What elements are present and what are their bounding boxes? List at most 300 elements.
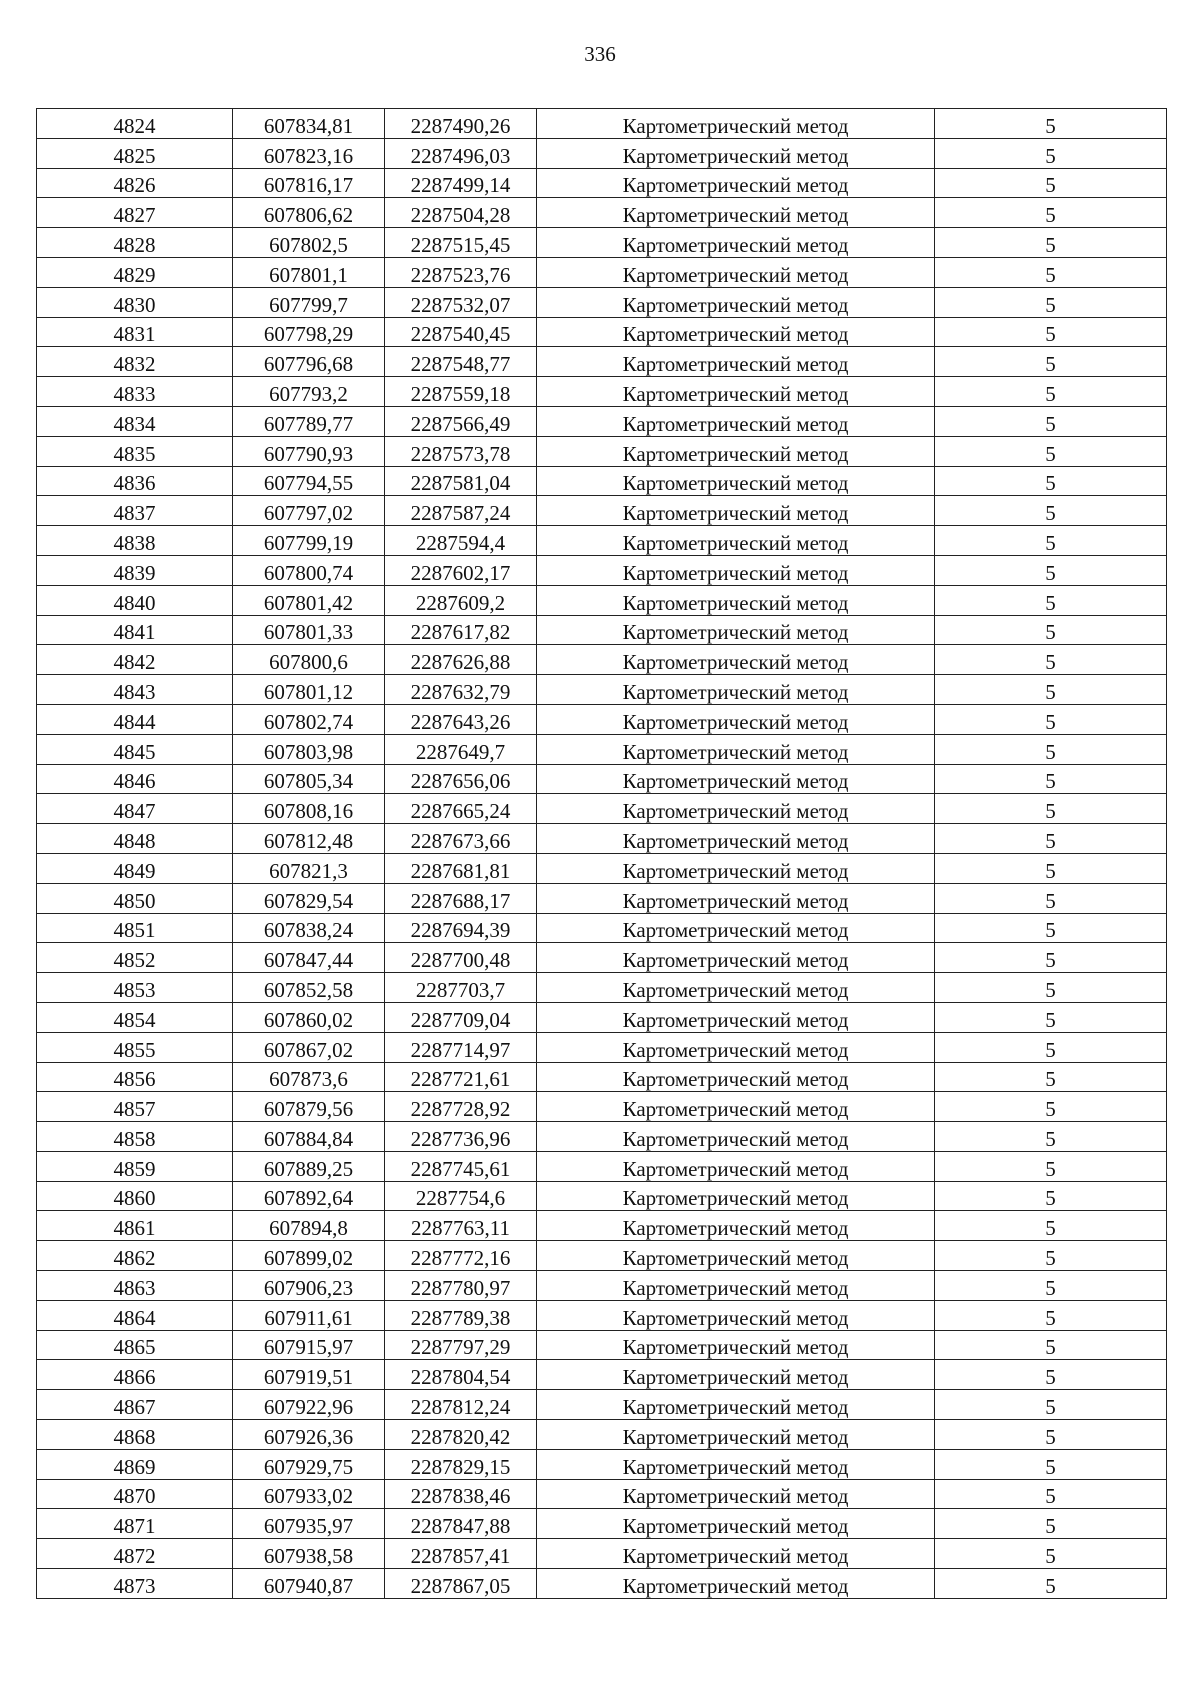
coordinates-table bbox=[36, 108, 1167, 1599]
y-coordinate-cell: 2287789,38 bbox=[385, 1300, 537, 1330]
table-row bbox=[37, 1539, 1167, 1569]
method-cell: Картометрический метод bbox=[537, 1539, 935, 1569]
point-number-cell: 4862 bbox=[37, 1241, 233, 1271]
point-number-cell: 4836 bbox=[37, 466, 233, 496]
method-cell: Картометрический метод bbox=[537, 645, 935, 675]
x-coordinate-cell: 607892,64 bbox=[233, 1181, 385, 1211]
y-coordinate-cell: 2287714,97 bbox=[385, 1032, 537, 1062]
table-row bbox=[37, 913, 1167, 943]
x-coordinate-cell: 607879,56 bbox=[233, 1092, 385, 1122]
method-cell: Картометрический метод bbox=[537, 1360, 935, 1390]
x-coordinate-cell: 607860,02 bbox=[233, 1002, 385, 1032]
y-coordinate-cell: 2287602,17 bbox=[385, 555, 537, 585]
point-number-cell: 4861 bbox=[37, 1211, 233, 1241]
y-coordinate-cell: 2287681,81 bbox=[385, 853, 537, 883]
method-cell: Картометрический метод bbox=[537, 1181, 935, 1211]
method-cell: Картометрический метод bbox=[537, 1122, 935, 1152]
method-cell: Картометрический метод bbox=[537, 436, 935, 466]
point-number-cell: 4845 bbox=[37, 734, 233, 764]
y-coordinate-cell: 2287673,66 bbox=[385, 824, 537, 854]
method-cell: Картометрический метод bbox=[537, 1479, 935, 1509]
y-coordinate-cell: 2287594,4 bbox=[385, 526, 537, 556]
x-coordinate-cell: 607919,51 bbox=[233, 1360, 385, 1390]
x-coordinate-cell: 607940,87 bbox=[233, 1569, 385, 1599]
y-coordinate-cell: 2287532,07 bbox=[385, 287, 537, 317]
point-number-cell: 4865 bbox=[37, 1330, 233, 1360]
x-coordinate-cell: 607800,74 bbox=[233, 555, 385, 585]
y-coordinate-cell: 2287656,06 bbox=[385, 764, 537, 794]
point-number-cell: 4838 bbox=[37, 526, 233, 556]
x-coordinate-cell: 607829,54 bbox=[233, 883, 385, 913]
point-number-cell: 4855 bbox=[37, 1032, 233, 1062]
point-number-cell: 4870 bbox=[37, 1479, 233, 1509]
accuracy-cell: 5 bbox=[935, 1122, 1167, 1152]
method-cell: Картометрический метод bbox=[537, 1300, 935, 1330]
table-row bbox=[37, 317, 1167, 347]
x-coordinate-cell: 607796,68 bbox=[233, 347, 385, 377]
method-cell: Картометрический метод bbox=[537, 228, 935, 258]
method-cell: Картометрический метод bbox=[537, 555, 935, 585]
accuracy-cell: 5 bbox=[935, 1479, 1167, 1509]
x-coordinate-cell: 607801,1 bbox=[233, 257, 385, 287]
table-row bbox=[37, 1390, 1167, 1420]
method-cell: Картометрический метод bbox=[537, 496, 935, 526]
y-coordinate-cell: 2287490,26 bbox=[385, 109, 537, 139]
accuracy-cell: 5 bbox=[935, 675, 1167, 705]
table-row bbox=[37, 973, 1167, 1003]
y-coordinate-cell: 2287609,2 bbox=[385, 585, 537, 615]
point-number-cell: 4829 bbox=[37, 257, 233, 287]
accuracy-cell: 5 bbox=[935, 645, 1167, 675]
table-row bbox=[37, 1509, 1167, 1539]
y-coordinate-cell: 2287626,88 bbox=[385, 645, 537, 675]
point-number-cell: 4860 bbox=[37, 1181, 233, 1211]
table-row bbox=[37, 824, 1167, 854]
table-row bbox=[37, 138, 1167, 168]
method-cell: Картометрический метод bbox=[537, 1092, 935, 1122]
y-coordinate-cell: 2287820,42 bbox=[385, 1420, 537, 1450]
table-row bbox=[37, 406, 1167, 436]
y-coordinate-cell: 2287504,28 bbox=[385, 198, 537, 228]
method-cell: Картометрический метод bbox=[537, 168, 935, 198]
point-number-cell: 4841 bbox=[37, 615, 233, 645]
method-cell: Картометрический метод bbox=[537, 764, 935, 794]
y-coordinate-cell: 2287499,14 bbox=[385, 168, 537, 198]
accuracy-cell: 5 bbox=[935, 1092, 1167, 1122]
table-row bbox=[37, 1569, 1167, 1599]
point-number-cell: 4854 bbox=[37, 1002, 233, 1032]
accuracy-cell: 5 bbox=[935, 1062, 1167, 1092]
y-coordinate-cell: 2287587,24 bbox=[385, 496, 537, 526]
method-cell: Картометрический метод bbox=[537, 883, 935, 913]
x-coordinate-cell: 607802,5 bbox=[233, 228, 385, 258]
x-coordinate-cell: 607801,12 bbox=[233, 675, 385, 705]
accuracy-cell: 5 bbox=[935, 466, 1167, 496]
x-coordinate-cell: 607933,02 bbox=[233, 1479, 385, 1509]
table-row bbox=[37, 1271, 1167, 1301]
accuracy-cell: 5 bbox=[935, 853, 1167, 883]
point-number-cell: 4871 bbox=[37, 1509, 233, 1539]
accuracy-cell: 5 bbox=[935, 883, 1167, 913]
accuracy-cell: 5 bbox=[935, 168, 1167, 198]
y-coordinate-cell: 2287721,61 bbox=[385, 1062, 537, 1092]
x-coordinate-cell: 607938,58 bbox=[233, 1539, 385, 1569]
method-cell: Картометрический метод bbox=[537, 913, 935, 943]
y-coordinate-cell: 2287709,04 bbox=[385, 1002, 537, 1032]
method-cell: Картометрический метод bbox=[537, 1062, 935, 1092]
table-row bbox=[37, 287, 1167, 317]
x-coordinate-cell: 607906,23 bbox=[233, 1271, 385, 1301]
y-coordinate-cell: 2287573,78 bbox=[385, 436, 537, 466]
x-coordinate-cell: 607797,02 bbox=[233, 496, 385, 526]
point-number-cell: 4850 bbox=[37, 883, 233, 913]
accuracy-cell: 5 bbox=[935, 496, 1167, 526]
x-coordinate-cell: 607867,02 bbox=[233, 1032, 385, 1062]
point-number-cell: 4824 bbox=[37, 109, 233, 139]
accuracy-cell: 5 bbox=[935, 198, 1167, 228]
point-number-cell: 4826 bbox=[37, 168, 233, 198]
y-coordinate-cell: 2287694,39 bbox=[385, 913, 537, 943]
table-row bbox=[37, 675, 1167, 705]
accuracy-cell: 5 bbox=[935, 973, 1167, 1003]
table-row bbox=[37, 645, 1167, 675]
method-cell: Картометрический метод bbox=[537, 615, 935, 645]
table-row bbox=[37, 555, 1167, 585]
y-coordinate-cell: 2287847,88 bbox=[385, 1509, 537, 1539]
table-row bbox=[37, 585, 1167, 615]
method-cell: Картометрический метод bbox=[537, 1241, 935, 1271]
x-coordinate-cell: 607821,3 bbox=[233, 853, 385, 883]
point-number-cell: 4863 bbox=[37, 1271, 233, 1301]
method-cell: Картометрический метод bbox=[537, 1330, 935, 1360]
accuracy-cell: 5 bbox=[935, 1271, 1167, 1301]
table-row bbox=[37, 704, 1167, 734]
accuracy-cell: 5 bbox=[935, 1360, 1167, 1390]
point-number-cell: 4856 bbox=[37, 1062, 233, 1092]
table-row bbox=[37, 1002, 1167, 1032]
x-coordinate-cell: 607823,16 bbox=[233, 138, 385, 168]
point-number-cell: 4830 bbox=[37, 287, 233, 317]
y-coordinate-cell: 2287581,04 bbox=[385, 466, 537, 496]
table-row bbox=[37, 853, 1167, 883]
x-coordinate-cell: 607911,61 bbox=[233, 1300, 385, 1330]
accuracy-cell: 5 bbox=[935, 1569, 1167, 1599]
x-coordinate-cell: 607806,62 bbox=[233, 198, 385, 228]
y-coordinate-cell: 2287540,45 bbox=[385, 317, 537, 347]
x-coordinate-cell: 607798,29 bbox=[233, 317, 385, 347]
point-number-cell: 4840 bbox=[37, 585, 233, 615]
y-coordinate-cell: 2287688,17 bbox=[385, 883, 537, 913]
accuracy-cell: 5 bbox=[935, 1300, 1167, 1330]
x-coordinate-cell: 607794,55 bbox=[233, 466, 385, 496]
method-cell: Картометрический метод bbox=[537, 406, 935, 436]
point-number-cell: 4825 bbox=[37, 138, 233, 168]
point-number-cell: 4853 bbox=[37, 973, 233, 1003]
table-row bbox=[37, 1330, 1167, 1360]
point-number-cell: 4849 bbox=[37, 853, 233, 883]
x-coordinate-cell: 607889,25 bbox=[233, 1151, 385, 1181]
accuracy-cell: 5 bbox=[935, 1002, 1167, 1032]
table-row bbox=[37, 1241, 1167, 1271]
y-coordinate-cell: 2287703,7 bbox=[385, 973, 537, 1003]
accuracy-cell: 5 bbox=[935, 764, 1167, 794]
y-coordinate-cell: 2287649,7 bbox=[385, 734, 537, 764]
method-cell: Картометрический метод bbox=[537, 1569, 935, 1599]
x-coordinate-cell: 607799,7 bbox=[233, 287, 385, 317]
x-coordinate-cell: 607801,42 bbox=[233, 585, 385, 615]
method-cell: Картометрический метод bbox=[537, 1449, 935, 1479]
table-row bbox=[37, 1211, 1167, 1241]
x-coordinate-cell: 607922,96 bbox=[233, 1390, 385, 1420]
y-coordinate-cell: 2287559,18 bbox=[385, 377, 537, 407]
accuracy-cell: 5 bbox=[935, 1509, 1167, 1539]
accuracy-cell: 5 bbox=[935, 406, 1167, 436]
table-row bbox=[37, 943, 1167, 973]
x-coordinate-cell: 607803,98 bbox=[233, 734, 385, 764]
method-cell: Картометрический метод bbox=[537, 257, 935, 287]
table-row bbox=[37, 764, 1167, 794]
accuracy-cell: 5 bbox=[935, 1032, 1167, 1062]
accuracy-cell: 5 bbox=[935, 1151, 1167, 1181]
method-cell: Картометрический метод bbox=[537, 317, 935, 347]
method-cell: Картометрический метод bbox=[537, 973, 935, 1003]
accuracy-cell: 5 bbox=[935, 913, 1167, 943]
method-cell: Картометрический метод bbox=[537, 198, 935, 228]
x-coordinate-cell: 607873,6 bbox=[233, 1062, 385, 1092]
accuracy-cell: 5 bbox=[935, 1420, 1167, 1450]
y-coordinate-cell: 2287780,97 bbox=[385, 1271, 537, 1301]
y-coordinate-cell: 2287523,76 bbox=[385, 257, 537, 287]
method-cell: Картометрический метод bbox=[537, 466, 935, 496]
method-cell: Картометрический метод bbox=[537, 794, 935, 824]
method-cell: Картометрический метод bbox=[537, 1002, 935, 1032]
point-number-cell: 4827 bbox=[37, 198, 233, 228]
accuracy-cell: 5 bbox=[935, 317, 1167, 347]
y-coordinate-cell: 2287838,46 bbox=[385, 1479, 537, 1509]
table-row bbox=[37, 1181, 1167, 1211]
x-coordinate-cell: 607799,19 bbox=[233, 526, 385, 556]
point-number-cell: 4852 bbox=[37, 943, 233, 973]
x-coordinate-cell: 607801,33 bbox=[233, 615, 385, 645]
method-cell: Картометрический метод bbox=[537, 1420, 935, 1450]
accuracy-cell: 5 bbox=[935, 257, 1167, 287]
y-coordinate-cell: 2287566,49 bbox=[385, 406, 537, 436]
accuracy-cell: 5 bbox=[935, 287, 1167, 317]
accuracy-cell: 5 bbox=[935, 1241, 1167, 1271]
y-coordinate-cell: 2287829,15 bbox=[385, 1449, 537, 1479]
method-cell: Картометрический метод bbox=[537, 585, 935, 615]
y-coordinate-cell: 2287812,24 bbox=[385, 1390, 537, 1420]
point-number-cell: 4839 bbox=[37, 555, 233, 585]
accuracy-cell: 5 bbox=[935, 615, 1167, 645]
table-row bbox=[37, 1122, 1167, 1152]
x-coordinate-cell: 607926,36 bbox=[233, 1420, 385, 1450]
x-coordinate-cell: 607805,34 bbox=[233, 764, 385, 794]
x-coordinate-cell: 607884,84 bbox=[233, 1122, 385, 1152]
method-cell: Картометрический метод bbox=[537, 704, 935, 734]
y-coordinate-cell: 2287857,41 bbox=[385, 1539, 537, 1569]
accuracy-cell: 5 bbox=[935, 1449, 1167, 1479]
method-cell: Картометрический метод bbox=[537, 1211, 935, 1241]
point-number-cell: 4847 bbox=[37, 794, 233, 824]
method-cell: Картометрический метод bbox=[537, 1032, 935, 1062]
y-coordinate-cell: 2287772,16 bbox=[385, 1241, 537, 1271]
method-cell: Картометрический метод bbox=[537, 1151, 935, 1181]
x-coordinate-cell: 607834,81 bbox=[233, 109, 385, 139]
x-coordinate-cell: 607793,2 bbox=[233, 377, 385, 407]
table-row bbox=[37, 526, 1167, 556]
table-row bbox=[37, 1300, 1167, 1330]
accuracy-cell: 5 bbox=[935, 526, 1167, 556]
table-row bbox=[37, 377, 1167, 407]
point-number-cell: 4857 bbox=[37, 1092, 233, 1122]
y-coordinate-cell: 2287548,77 bbox=[385, 347, 537, 377]
x-coordinate-cell: 607915,97 bbox=[233, 1330, 385, 1360]
point-number-cell: 4844 bbox=[37, 704, 233, 734]
y-coordinate-cell: 2287736,96 bbox=[385, 1122, 537, 1152]
y-coordinate-cell: 2287867,05 bbox=[385, 1569, 537, 1599]
point-number-cell: 4872 bbox=[37, 1539, 233, 1569]
point-number-cell: 4866 bbox=[37, 1360, 233, 1390]
accuracy-cell: 5 bbox=[935, 1211, 1167, 1241]
table-row bbox=[37, 883, 1167, 913]
y-coordinate-cell: 2287515,45 bbox=[385, 228, 537, 258]
accuracy-cell: 5 bbox=[935, 1390, 1167, 1420]
point-number-cell: 4859 bbox=[37, 1151, 233, 1181]
point-number-cell: 4867 bbox=[37, 1390, 233, 1420]
accuracy-cell: 5 bbox=[935, 555, 1167, 585]
x-coordinate-cell: 607935,97 bbox=[233, 1509, 385, 1539]
accuracy-cell: 5 bbox=[935, 1330, 1167, 1360]
page-number: 336 bbox=[584, 42, 616, 66]
x-coordinate-cell: 607847,44 bbox=[233, 943, 385, 973]
table-row bbox=[37, 198, 1167, 228]
method-cell: Картометрический метод bbox=[537, 138, 935, 168]
table-row bbox=[37, 794, 1167, 824]
x-coordinate-cell: 607894,8 bbox=[233, 1211, 385, 1241]
point-number-cell: 4837 bbox=[37, 496, 233, 526]
accuracy-cell: 5 bbox=[935, 138, 1167, 168]
table-row bbox=[37, 1151, 1167, 1181]
x-coordinate-cell: 607800,6 bbox=[233, 645, 385, 675]
y-coordinate-cell: 2287797,29 bbox=[385, 1330, 537, 1360]
method-cell: Картометрический метод bbox=[537, 347, 935, 377]
x-coordinate-cell: 607812,48 bbox=[233, 824, 385, 854]
table-row bbox=[37, 734, 1167, 764]
method-cell: Картометрический метод bbox=[537, 526, 935, 556]
x-coordinate-cell: 607816,17 bbox=[233, 168, 385, 198]
x-coordinate-cell: 607929,75 bbox=[233, 1449, 385, 1479]
accuracy-cell: 5 bbox=[935, 734, 1167, 764]
accuracy-cell: 5 bbox=[935, 943, 1167, 973]
accuracy-cell: 5 bbox=[935, 109, 1167, 139]
x-coordinate-cell: 607802,74 bbox=[233, 704, 385, 734]
table-body bbox=[37, 109, 1167, 1599]
accuracy-cell: 5 bbox=[935, 794, 1167, 824]
point-number-cell: 4833 bbox=[37, 377, 233, 407]
accuracy-cell: 5 bbox=[935, 585, 1167, 615]
method-cell: Картометрический метод bbox=[537, 675, 935, 705]
accuracy-cell: 5 bbox=[935, 824, 1167, 854]
method-cell: Картометрический метод bbox=[537, 1271, 935, 1301]
accuracy-cell: 5 bbox=[935, 436, 1167, 466]
point-number-cell: 4843 bbox=[37, 675, 233, 705]
method-cell: Картометрический метод bbox=[537, 287, 935, 317]
table-row bbox=[37, 466, 1167, 496]
x-coordinate-cell: 607899,02 bbox=[233, 1241, 385, 1271]
y-coordinate-cell: 2287745,61 bbox=[385, 1151, 537, 1181]
method-cell: Картометрический метод bbox=[537, 109, 935, 139]
accuracy-cell: 5 bbox=[935, 228, 1167, 258]
point-number-cell: 4835 bbox=[37, 436, 233, 466]
table-row bbox=[37, 109, 1167, 139]
accuracy-cell: 5 bbox=[935, 1539, 1167, 1569]
point-number-cell: 4832 bbox=[37, 347, 233, 377]
method-cell: Картометрический метод bbox=[537, 824, 935, 854]
y-coordinate-cell: 2287496,03 bbox=[385, 138, 537, 168]
y-coordinate-cell: 2287643,26 bbox=[385, 704, 537, 734]
table-row bbox=[37, 168, 1167, 198]
y-coordinate-cell: 2287700,48 bbox=[385, 943, 537, 973]
table-row bbox=[37, 496, 1167, 526]
method-cell: Картометрический метод bbox=[537, 377, 935, 407]
accuracy-cell: 5 bbox=[935, 1181, 1167, 1211]
x-coordinate-cell: 607838,24 bbox=[233, 913, 385, 943]
point-number-cell: 4848 bbox=[37, 824, 233, 854]
method-cell: Картометрический метод bbox=[537, 1390, 935, 1420]
method-cell: Картометрический метод bbox=[537, 734, 935, 764]
method-cell: Картометрический метод bbox=[537, 1509, 935, 1539]
table-row bbox=[37, 1032, 1167, 1062]
table-row bbox=[37, 347, 1167, 377]
method-cell: Картометрический метод bbox=[537, 943, 935, 973]
x-coordinate-cell: 607852,58 bbox=[233, 973, 385, 1003]
point-number-cell: 4864 bbox=[37, 1300, 233, 1330]
table-row bbox=[37, 1062, 1167, 1092]
method-cell: Картометрический метод bbox=[537, 853, 935, 883]
y-coordinate-cell: 2287617,82 bbox=[385, 615, 537, 645]
table-row bbox=[37, 1360, 1167, 1390]
accuracy-cell: 5 bbox=[935, 377, 1167, 407]
table-row bbox=[37, 1479, 1167, 1509]
y-coordinate-cell: 2287728,92 bbox=[385, 1092, 537, 1122]
point-number-cell: 4868 bbox=[37, 1420, 233, 1450]
x-coordinate-cell: 607789,77 bbox=[233, 406, 385, 436]
accuracy-cell: 5 bbox=[935, 347, 1167, 377]
point-number-cell: 4828 bbox=[37, 228, 233, 258]
point-number-cell: 4851 bbox=[37, 913, 233, 943]
point-number-cell: 4873 bbox=[37, 1569, 233, 1599]
point-number-cell: 4869 bbox=[37, 1449, 233, 1479]
accuracy-cell: 5 bbox=[935, 704, 1167, 734]
point-number-cell: 4846 bbox=[37, 764, 233, 794]
x-coordinate-cell: 607808,16 bbox=[233, 794, 385, 824]
x-coordinate-cell: 607790,93 bbox=[233, 436, 385, 466]
table-row bbox=[37, 257, 1167, 287]
y-coordinate-cell: 2287763,11 bbox=[385, 1211, 537, 1241]
table-row bbox=[37, 615, 1167, 645]
point-number-cell: 4834 bbox=[37, 406, 233, 436]
table-row bbox=[37, 228, 1167, 258]
table-row bbox=[37, 1420, 1167, 1450]
table-row bbox=[37, 1449, 1167, 1479]
point-number-cell: 4858 bbox=[37, 1122, 233, 1152]
y-coordinate-cell: 2287665,24 bbox=[385, 794, 537, 824]
point-number-cell: 4831 bbox=[37, 317, 233, 347]
table-row bbox=[37, 436, 1167, 466]
y-coordinate-cell: 2287804,54 bbox=[385, 1360, 537, 1390]
table-row bbox=[37, 1092, 1167, 1122]
